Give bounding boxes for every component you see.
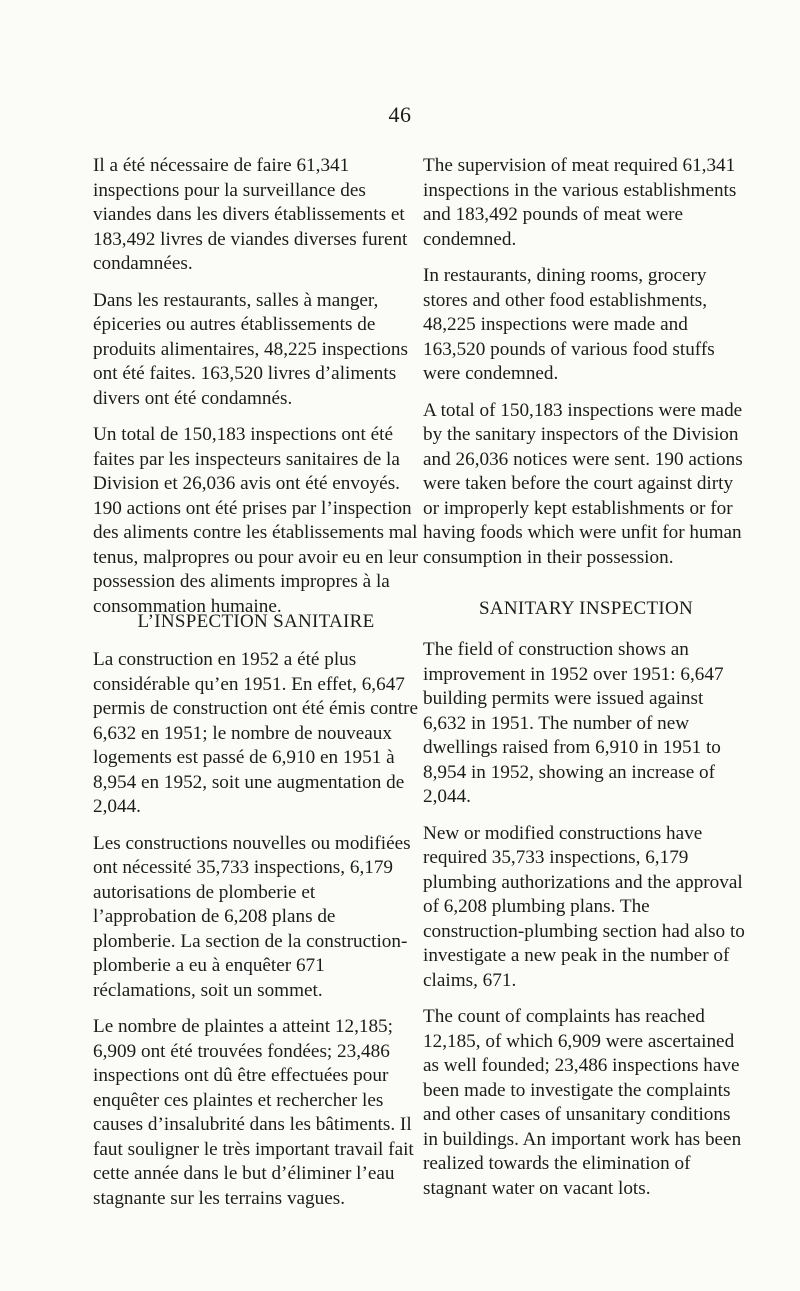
- en-paragraph-total-inspections: A total of 150,183 inspections were made by the sanitary inspectors of the Division and 26,036 notices were sent. 190 actions were taken before the court against dirty or improperly kept establishments or for having foods which were unfit for human consumption in their possession.: [423, 399, 743, 568]
- en-paragraph-restaurants: In restaurants, dining rooms, grocery stores and other food establishments, 48,225 inspections were made and 163,520 pounds of various food stuffs were condemned.: [423, 265, 715, 384]
- english-column-top: [423, 154, 749, 582]
- en-paragraph-complaints: The count of complaints has reached 12,185, of which 6,909 were ascertained as well founded; 23,486 inspections have been made to investigate the complaints and other cases of unsanitary conditions in buildings. An important work has been realized towards the elimination of stagnant water on vacant lots.: [423, 1006, 742, 1199]
- fr-paragraph-complaints: Le nombre de plaintes a atteint 12,185; 6,909 ont été trouvées fondées; 23,486 inspections ont dû être effectuées pour enquêter ces plaintes et rechercher les causes d’insalubrité dans les bâtiments. Il faut souligner le très important travail fait cette année dans le but d’éliminer l’eau stagnante sur les terrains vagues.: [93, 1016, 414, 1209]
- fr-paragraph-construction: La construction en 1952 a été plus considérable qu’en 1951. En effet, 6,647 permis de construction ont été émis contre 6,632 en 1951; le nombre de nouveaux logements est passé de 6,910 en 1951 à 8,954 en 1952, soit une augmentation de 2,044.: [93, 649, 419, 817]
- english-column-bottom: [423, 638, 749, 1213]
- fr-section-heading: L’INSPECTION SANITAIRE: [137, 611, 375, 632]
- french-column-top: [93, 154, 419, 631]
- fr-paragraph-plumbing: Les constructions nouvelles ou modifiées ont nécessité 35,733 inspections, 6,179 autorisations de plomberie et l’approbation de 6,208 plans de plomberie. La section de la construction-plomberie a eu à enquêter 671 réclamations, soit un sommet.: [93, 832, 411, 1001]
- en-paragraph-meat: The supervision of meat required 61,341 inspections in the various establishments and 183,492 pounds of meat were condemned.: [423, 155, 737, 250]
- en-paragraph-plumbing: New or modified constructions have required 35,733 inspections, 6,179 plumbing authorizations and the approval of 6,208 plumbing plans. The construction-plumbing section had also to investigate a new peak in the number of claims, 671.: [423, 822, 745, 991]
- en-section-heading: SANITARY INSPECTION: [478, 598, 694, 619]
- en-paragraph-construction: The field of construction shows an improvement in 1952 over 1951: 6,647 building permits were issued against 6,632 in 1951. The number of new dwellings raised from 6,910 in 1951 to 8,954 in 1952, showing an increase of 2,044.: [423, 639, 724, 807]
- fr-paragraph-meat: Il a été nécessaire de faire 61,341 inspections pour la surveillance des viandes dans les divers établissements et 183,492 livres de viandes diverses furent condamnées.: [93, 155, 408, 274]
- french-column-bottom: [93, 648, 419, 1223]
- fr-paragraph-total-inspections: Un total de 150,183 inspections ont été faites par les inspecteurs sanitaires de la Division et 26,036 avis ont été envoyés. 190 actions ont été prises par l’inspection des aliments contre les établissements mal tenus, malpropres ou pour avoir eu en leur possession des aliments impropres à la consommation humaine.: [93, 424, 419, 617]
- page-number: 46: [388, 102, 412, 127]
- fr-paragraph-restaurants: Dans les restaurants, salles à manger, épiceries ou autres établissements de produits alimentaires, 48,225 inspections ont été faites. 163,520 livres d’aliments divers ont été condamnés.: [93, 289, 408, 409]
